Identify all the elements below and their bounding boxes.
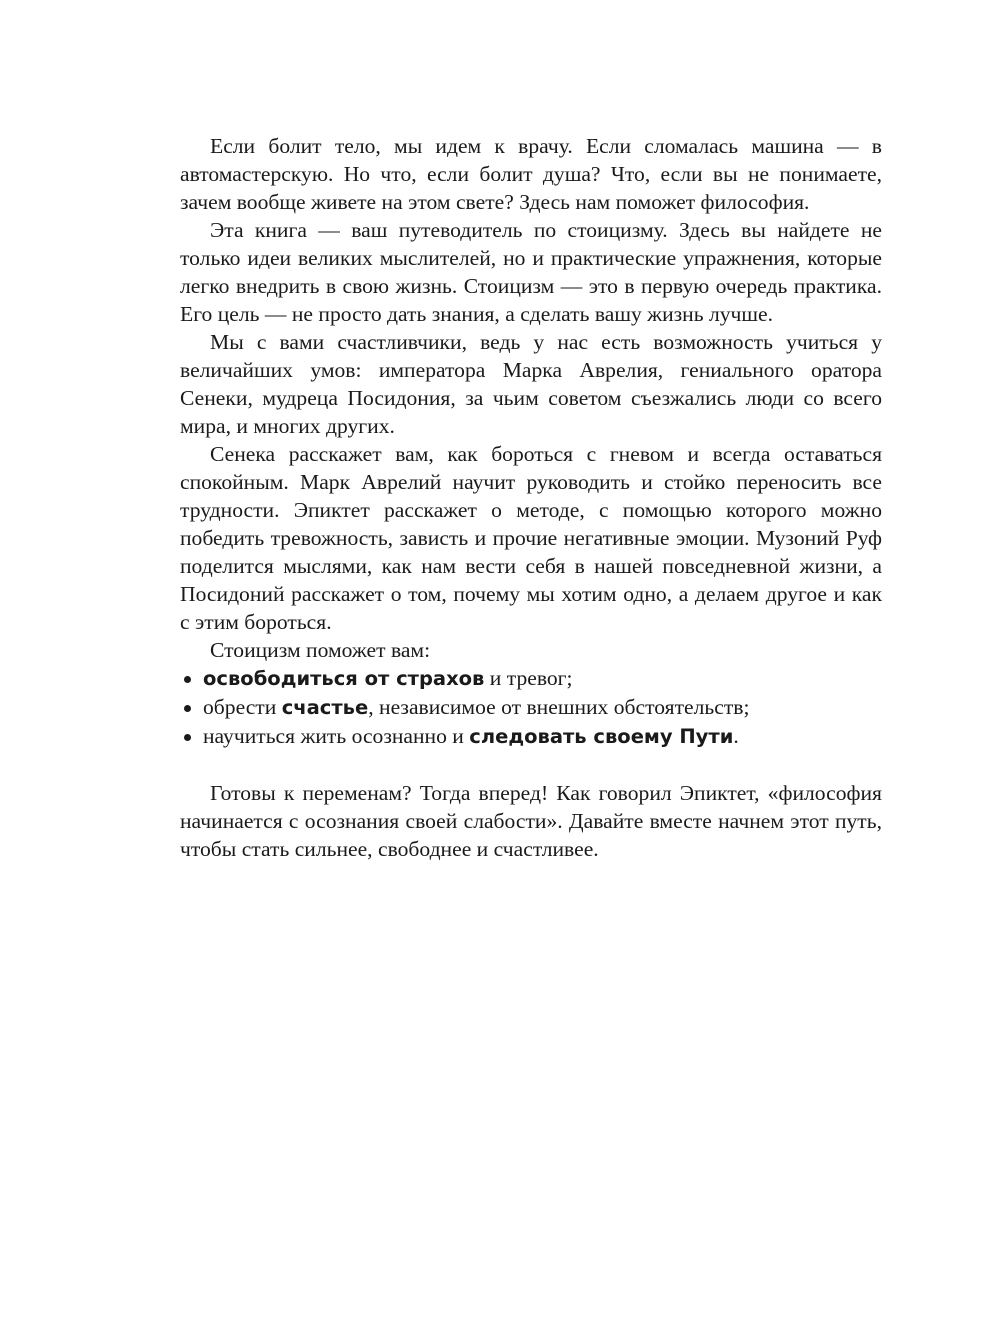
bullet-icon bbox=[184, 676, 191, 683]
closing-paragraph: Готовы к переменам? Тогда вперед! Как говорил Эпиктет, «философия начинается с осознания своей слабости». Давайте вместе начнем этот путь, чтобы стать сильнее, свободнее и счастливее. bbox=[180, 781, 882, 861]
list-item-emphasis: освободиться от страхов bbox=[203, 667, 485, 690]
list-item bbox=[180, 664, 882, 693]
paragraph: Сенека расскажет вам, как бороться с гневом и всегда оставаться спокойным. Марк Аврелий научит руководить и стойко переносить все трудности. Эпиктет расскажет о методе, с помощью которого можно победить тревожность, зависть и прочие негативные эмоции. Музоний Руф поделится мыслями, как нам вести себя в нашей повседневной жизни, а Посидоний расскажет о том, почему мы хотим одно, а делаем другое и как с этим бороться. bbox=[180, 442, 882, 634]
list-item-text: научиться жить осознанно и bbox=[203, 724, 470, 748]
bullet-icon bbox=[184, 734, 191, 741]
bullet-icon bbox=[184, 705, 191, 712]
paragraph: Если болит тело, мы идем к врачу. Если сломалась машина — в автомастерскую. Но что, если болит душа? Что, если вы не понимаете, зачем вообще живете на этом свете? Здесь нам поможет философия. bbox=[180, 134, 882, 214]
list-item-text: и тревог; bbox=[484, 666, 573, 690]
list-intro: Стоицизм поможет вам: bbox=[210, 638, 431, 662]
section-spacer bbox=[180, 751, 882, 779]
page-text bbox=[180, 132, 882, 863]
list-item bbox=[180, 722, 882, 751]
benefits-list bbox=[180, 664, 882, 751]
list-item-text: , независимое от внешних обстоятельств; bbox=[368, 695, 750, 719]
paragraph: Мы с вами счастливчики, ведь у нас есть возможность учиться у величайших умов: императора Марка Аврелия, гениального оратора Сенеки, мудреца Посидония, за чьим советом съезжались люди со всего мира, и многих других. bbox=[180, 330, 882, 438]
list-item-emphasis: следовать своему Пути bbox=[469, 725, 734, 748]
paragraph: Эта книга — ваш путеводитель по стоицизму. Здесь вы найдете не только идеи великих мыслителей, но и практические упражнения, которые легко внедрить в свою жизнь. Стоицизм — это в первую очередь практика. Его цель — не просто дать знания, а сделать вашу жизнь лучше. bbox=[180, 218, 882, 326]
list-item bbox=[180, 693, 882, 722]
list-item-text: . bbox=[733, 724, 739, 748]
list-item-emphasis: счастье bbox=[281, 696, 369, 719]
list-item-text: обрести bbox=[203, 695, 282, 719]
